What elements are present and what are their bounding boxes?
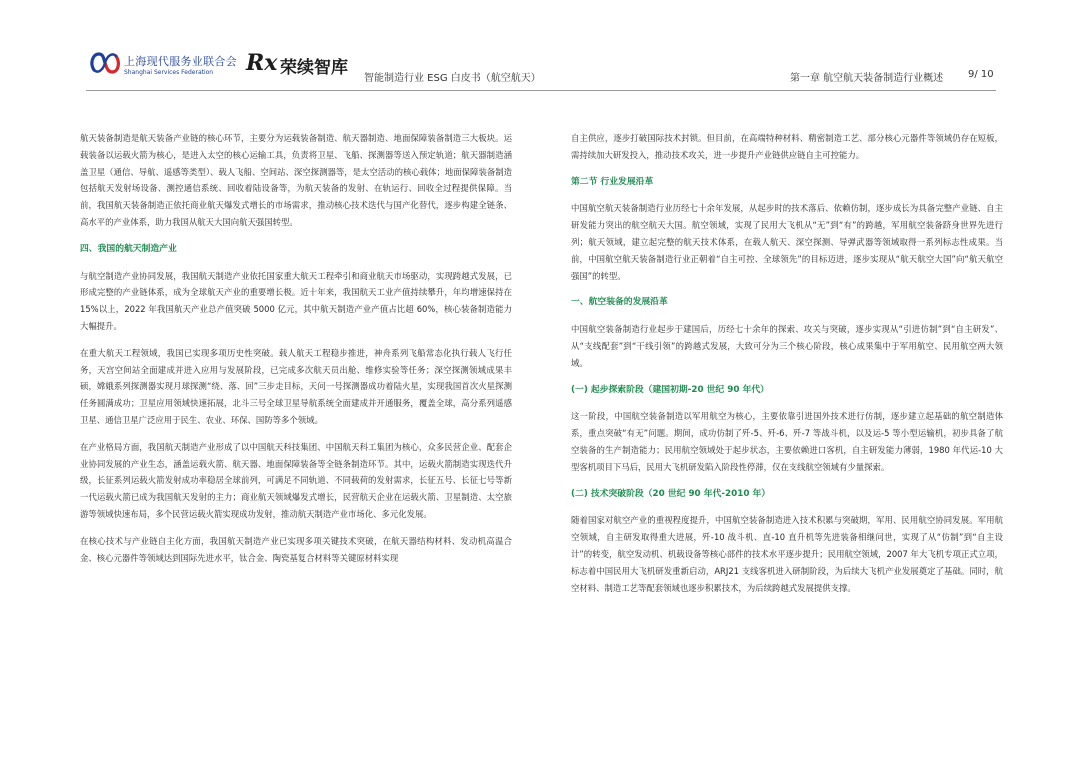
- org-name-en: Shanghai Services Federation: [124, 69, 214, 76]
- right-column: [571, 130, 1003, 606]
- page-header: [0, 0, 1080, 110]
- stage-heading: (二) 技术突破阶段（20 世纪 90 年代-2010 年）: [571, 488, 771, 499]
- paragraph: 随着国家对航空产业的重视程度提升，中国航空装备制造进入技术积累与突破期，军用、民用航空协同发展。军用航空领域，自主研发取得重大进展，歼-10 战斗机、直-10 直升机等先进装备相继问世，实现了从“仿制”到“自主设计”的转变，航空发动机、机载设备等核心部件的技术水平逐步提升；民用航空领域，2007 年大飞机专项正式立项，标志着中国民用大飞机研发重新启动，ARJ21 支线客机进入研制阶段，为后续大飞机产业发展奠定了基础。同时，航空材料、制造工艺等配套领域也逐步积累技术，为后续跨越式发展提供支撑。: [571, 515, 1003, 593]
- org-logo: [90, 48, 240, 82]
- header-divider: [86, 90, 996, 91]
- stage-heading: (一) 起步探索阶段（建国初期-20 世纪 90 年代）: [571, 384, 769, 395]
- paragraph: 与航空制造产业协同发展，我国航天制造产业依托国家重大航天工程牵引和商业航天市场驱动，实现跨越式发展，已形成完整的产业链体系，成为全球航天产业的重要增长极。近十年来，我国航天工业产值持续攀升，年均增速保持在 15%以上，2022 年我国航天产业总产值突破 5000 亿元，其中航天制造产业产值占比超 60%，核心装备制造能力大幅提升。: [80, 270, 512, 331]
- paragraph: 中国航空装备制造行业起步于建国后，历经七十余年的探索、攻关与突破，逐步实现从“引进仿制”到“自主研发”、从“支线配套”到“干线引领”的跨越式发展，大致可分为三个核心阶段，核心成果集中于军用航空、民用航空两大领域。: [571, 324, 1003, 368]
- document-subtitle: 智能制造行业 ESG 白皮书（航空航天）: [364, 73, 541, 84]
- org-logo-icon: [90, 50, 120, 76]
- paragraph: 在核心技术与产业链自主化方面，我国航天制造产业已实现多项关键技术突破，在航天器结构材料、发动机高温合金、核心元器件等领域达到国际先进水平，钛合金、陶瓷基复合材料等关键原材料实现: [80, 535, 512, 563]
- brand-logo: [246, 50, 356, 76]
- brand-name: 荣续智库: [280, 58, 348, 78]
- page-number: 9/ 10: [968, 69, 994, 80]
- paragraph: 航天装备制造是航天装备产业链的核心环节，主要分为运载装备制造、航天器制造、地面保障装备制造三大板块。运载装备以运载火箭为核心，是进入太空的核心运输工具，负责将卫星、飞船、探测器等送入预定轨道；航天器制造涵盖卫星（通信、导航、遥感等类型）、载人飞船、空间站、深空探测器等，是太空活动的核心载体；地面保障装备制造包括航天发射场设备、测控通信系统、回收着陆设备等，为航天装备的发射、在轨运行、回收全过程提供保障。当前，我国航天装备制造正依托商业航天爆发式增长的市场需求，推动核心技术迭代与国产化替代，逐步构建全链条、高水平的产业体系，助力我国从航天大国向航天强国转型。: [80, 133, 512, 227]
- paragraph: 在产业格局方面，我国航天制造产业形成了以中国航天科技集团、中国航天科工集团为核心，众多民营企业、配套企业协同发展的产业生态，涵盖运载火箭、航天器、地面保障装备等全链条制造环节。其中，运载火箭制造实现迭代升级，长征系列运载火箭发射成功率稳居全球前列，可满足不同轨道、不同载荷的发射需求，长征五号、长征七号等新一代运载火箭已成为我国航天发射的主力；商业航天领域爆发式增长，民营航天企业在运载火箭、卫星制造、太空旅游等领域快速布局，多个民营运载火箭实现成功发射，推动航天制造产业市场化、多元化发展。: [80, 441, 512, 519]
- org-name: 上海现代服务业联合会: [124, 55, 237, 68]
- brand-mark: Rx: [246, 50, 278, 76]
- section-heading: 四、我国的航天制造产业: [80, 243, 177, 254]
- left-column: [80, 130, 512, 576]
- section-heading: 第二节 行业发展沿革: [571, 176, 654, 187]
- paragraph: 在重大航天工程领域，我国已实现多项历史性突破。载人航天工程稳步推进，神舟系列飞船常态化执行载人飞行任务，天宫空间站全面建成并进入应用与发展阶段，已完成多次航天员出舱、维修实验等任务；深空探测领域成果丰硕，嫦娥系列探测器实现月球探测“绕、落、回”三步走目标，天问一号探测器成功着陆火星，实现我国首次火星探测任务圆满成功；卫星应用领域快速拓展，北斗三号全球卫星导航系统全面建成并开通服务，覆盖全球，高分系列遥感卫星、通信卫星广泛应用于民生、农业、环保、国防等多个领域。: [80, 347, 512, 425]
- paragraph: 自主供应，逐步打破国际技术封锁。但目前，在高端特种材料、精密制造工艺、部分核心元器件等领域仍存在短板，需持续加大研发投入，推动技术攻关，进一步提升产业链供应链自主可控能力。: [571, 133, 1003, 160]
- paragraph: 中国航空航天装备制造行业历经七十余年发展，从起步时的技术落后、依赖仿制，逐步成长为具备完整产业链、自主研发能力突出的航空航天大国。航空领域，实现了民用大飞机从“无”到“有”的跨越，军用航空装备跻身世界先进行列；航天领域，建立起完整的航天技术体系，在载人航天、深空探测、导弹武器等领域取得一系列标志性成果。当前，中国航空航天装备制造行业正朝着“自主可控、全球领先”的目标迈进，逐步实现从“航天航空大国”向“航天航空强国”的转型。: [571, 203, 1003, 281]
- subsection-heading: 一、航空装备的发展沿革: [571, 297, 668, 308]
- paragraph: 这一阶段，中国航空装备制造以军用航空为核心，主要依靠引进国外技术进行仿制，逐步建立起基础的航空制造体系，重点突破“有无”问题。期间，成功仿制了歼-5、歼-6、歼-7 等战斗机，以及运-5 等小型运输机，初步具备了航空装备的生产制造能力；民用航空领域处于起步状态，主要依赖进口客机，自主研发能力薄弱，1980 年代运-10 大型客机项目下马后，民用大飞机研发陷入阶段性停滞，仅在支线航空领域有少量探索。: [571, 411, 1003, 472]
- chapter-title: 第一章 航空航天装备制造行业概述: [790, 73, 944, 84]
